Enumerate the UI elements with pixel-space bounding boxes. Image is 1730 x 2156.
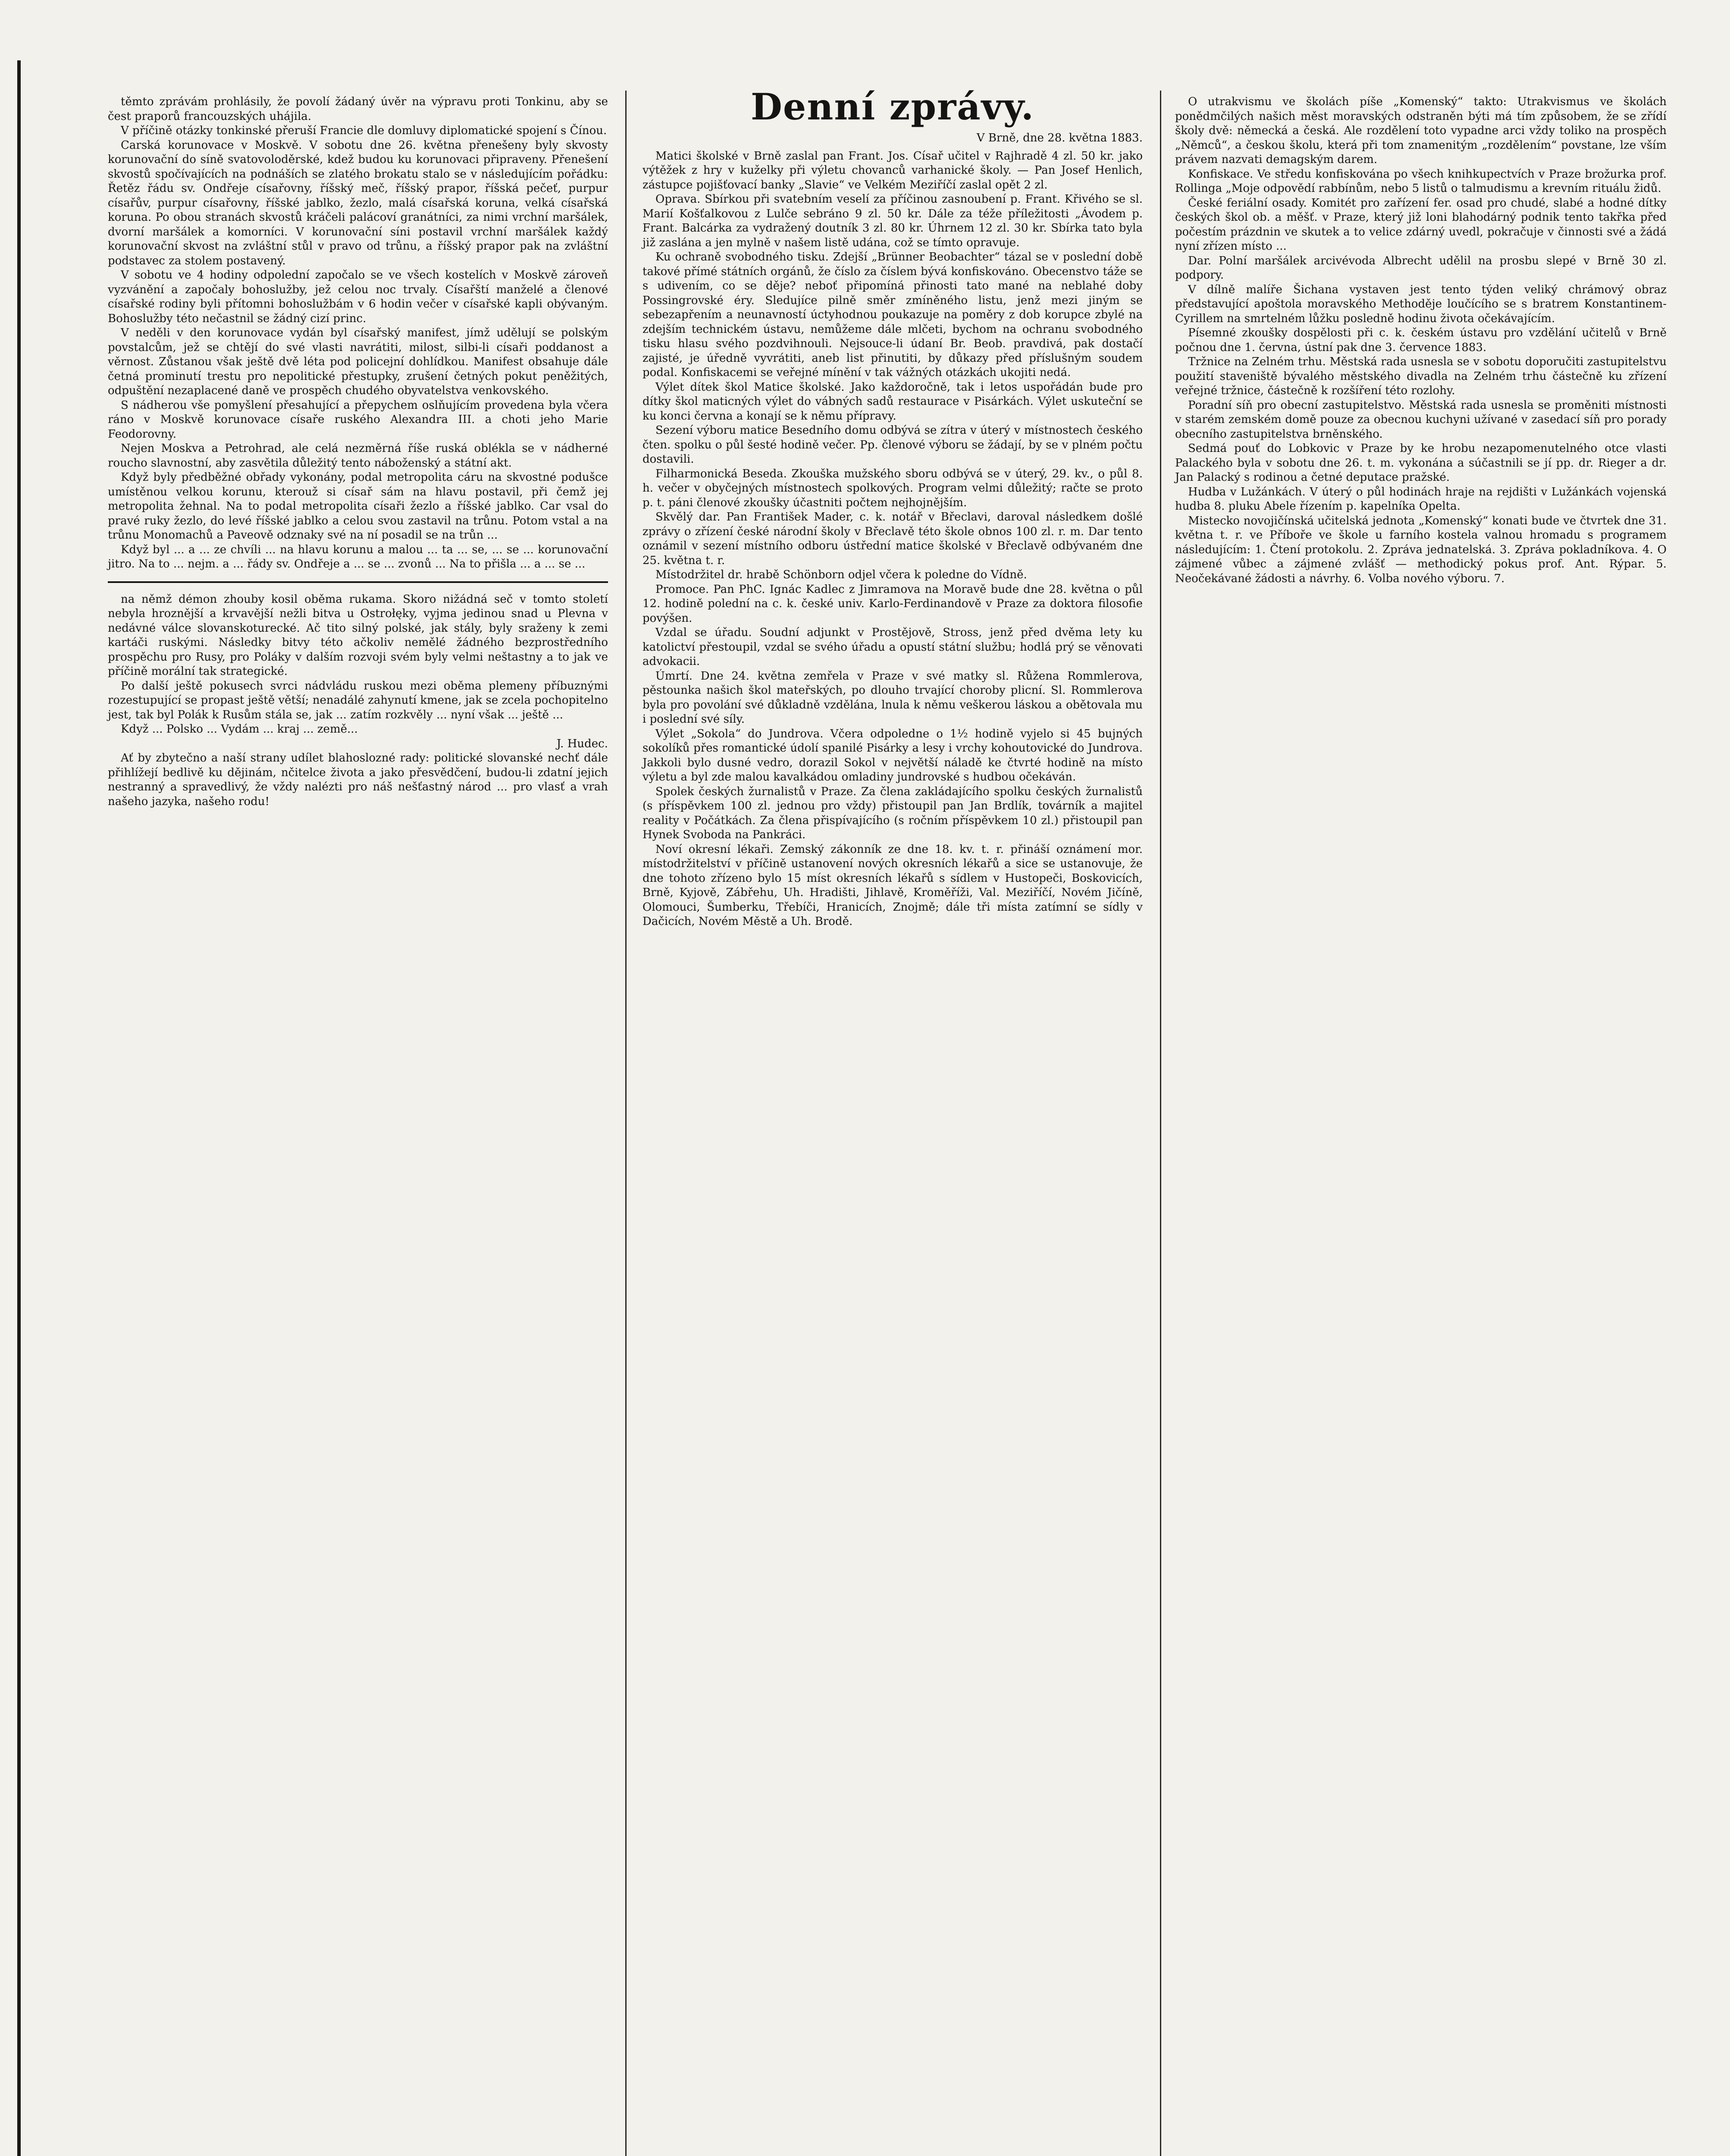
article-paragraph: těmto zprávám prohlásily, že povolí žádaný úvěr na výpravu proti Tonkinu, aby se čest praporů francouzských uhájila. xyxy=(108,95,608,123)
article-paragraph: Výlet dítek škol Matice školské. Jako každoročně, tak i letos uspořádán bude pro dítky škol maticných výlet do vábných sadů restaurace v Pisárkách. Výlet uskuteční se ku konci června a konají se k němu přípravy. xyxy=(642,380,1143,423)
article-paragraph: Ku ochraně svobodného tisku. Zdejší „Brünner Beobachter“ tázal se v poslední době takové přímé státních orgánů, že číslo za číslem bývá konfiskováno. Obecenstvo táže se s udivením, co se děje? neboť připomíná přinosti tato mané na neblahé doby Possingrovské éry. Sledujíce pilně směr zmíněného listu, jenž mezi jiným se sebezapřením a neunavností úctyhodnou poukazuje na poměry z dob korupce zbylé na zdejším technickém ústavu, nemůžeme dále mlčeti, bychom na ochranu svobodného tisku hlasu svého pozdvihnouli. Nejsouce-li údaní Br. Beob. pravdivá, pak dostačí zajisté, je úředně vyvrátiti, aneb list přinutiti, by důkazy před příslušným soudem podal. Konfiskacemi se veřejné mínění v tak vážných otázkách ukojiti nedá. xyxy=(642,251,1143,379)
article-paragraph: Spolek českých žurnalistů v Praze. Za člena zakládajícího spolku českých žurnalistů (s příspěvkem 100 zl. jednou pro vždy) přistoupil pan Jan Brdlík, továrník a majitel reality v Počátkách. Za člena přispívajícího (s ročním příspěvkem 10 zl.) přistoupil pan Hynek Svoboda na Pankráci. xyxy=(642,785,1143,841)
column-left xyxy=(108,95,608,809)
article-paragraph: Mistecko novojičínská učitelská jednota „Komenský“ konati bude ve čtvrtek dne 31. května t. r. ve Příboře ve škole u farního kostela valnou hromadu s programem následujícím: 1. Čtení protokolu. 2. Zpráva jednatelská. 3. Zpráva pokladníkova. 4. O zájmené vůbec a zájmené zvlášť — methodický pokus prof. Ant. Rýpar. 5. Neočekávané žádosti a návrhy. 6. Volba nového výboru. 7. xyxy=(1175,514,1667,585)
article-paragraph: O utrakvismu ve školách píše „Komenský“ takto: Utrakvismus ve školách ponědmčilých našich měst moravských odstraněn býti má tím způsobem, že se zřídí školy dvě: německá a česká. Ale rozdělení toto vypadne arci vždy toliko na prospěch „Němců“, a českou školu, která při tom znamenitým „rozdělením“ povstane, lze vším právem nazvati demagským darem. xyxy=(1175,95,1667,166)
article-paragraph: V neděli v den korunovace vydán byl císařský manifest, jímž udělují se polským povstalcům, jež se chtějí do své vlasti navrátiti, milost, silbi-li císaři poddanost a věrnost. Zůstanou však ještě dvě léta pod policejní dohlídkou. Manifest obsahuje dále četná prominutí trestu pro nepolitické přestupky, zrušení četných pokut peněžitých, odpuštění nezaplacené daně ve prospěch chudého obyvatelstva venkovského. xyxy=(108,326,608,397)
article-paragraph: S nádherou vše pomyšlení přesahující a přepychem oslňujícím provedena byla včera ráno v Moskvě korunovace císaře ruského Alexandra III. a choti jeho Marie Feodorovny. xyxy=(108,398,608,441)
article-paragraph: na němž démon zhouby kosil oběma rukama. Skoro nižádná seč v tomto století nebyla hroznější a krvavější nežli bitva u Ostrołęky, vyjma jedinou snad u Plevna v nedávné válce slovanskoturecké. Ač tito silný polské, jak stály, byly sraženy k zemi kartáči ruskými. Následky bitvy této ačkoliv nemělé žádného bezprostředního prospěchu pro Rusy, pro Poláky v dalším rozvoji svém byly velmi neštastny a to jak ve příčině morální tak strategické. xyxy=(108,592,608,678)
article-paragraph: Poradní síň pro obecní zastupitelstvo. Městská rada usnesla se proměniti místnosti v starém zemském domě pouze za obecnou kuchyni užívané v zasedací síň pro porady obecního zastupitelstva brněnského. xyxy=(1175,398,1667,441)
article-paragraph: České feriální osady. Komitét pro zařízení fer. osad pro chudé, slabé a hodné dítky českých škol ob. a měšť. v Praze, který již loni blahodárný podnik tento takřka před počestím prázdnin ve skutek a to velice zdárný uvedl, pokračuje v činnosti své a žádá nyní zřízen místo ... xyxy=(1175,196,1667,253)
article-paragraph: Sedmá pouť do Lobkovic v Praze by ke hrobu nezapomenutelného otce vlasti Palackého byla v sobotu dne 26. t. m. vykonána a súčastnili se jí pp. dr. Rieger a dr. Jan Palacký s rodinou a četné deputace pražské. xyxy=(1175,442,1667,484)
column-left-feuilleton xyxy=(108,592,608,737)
article-paragraph: Po další ještě pokusech svrci nádvládu ruskou mezi oběma plemeny příbuznými rozestupující se propast ještě větší; nenadálé zahynutí kmene, jak se zcela pochopitelno jest, tak byl Polák k Rusům stála se, jak ... zatím rozkvěly ... nyní však ... ještě ... xyxy=(108,679,608,721)
article-paragraph: Tržnice na Zelném trhu. Městská rada usnesla se v sobotu doporučiti zastupitelstvu použití staveniště bývalého městského divadla na Zelném trhu částečně ku zřízení veřejné tržnice, částečně k rozšíření této rozlohy. xyxy=(1175,355,1667,397)
article-paragraph: Dar. Polní maršálek arcivévoda Albrecht udělil na prosbu slepé v Brně 30 zl. podpory. xyxy=(1175,254,1667,282)
column-left-top xyxy=(108,95,608,572)
news-items-continued xyxy=(1175,95,1667,586)
author-signature: J. Hudec. xyxy=(556,737,608,750)
article-paragraph: Písemné zkoušky dospělosti při c. k. českém ústavu pro vzdělání učitelů v Brně počnou dne 1. června, ústní pak dne 3. července 1883. xyxy=(1175,326,1667,354)
article-paragraph: V příčině otázky tonkinské přeruší Francie dle domluvy diplomatické spojení s Čínou. xyxy=(121,124,607,137)
article-paragraph: Skvělý dar. Pan František Mader, c. k. notář v Břeclavi, daroval následkem došlé zprávy o zřízení české národní školy v Břeclavě této škole obnos 100 zl. r. m. Dar tento oznámil v sezení místního odboru ústřední matice školské v Břeclavě odbývaném dne 25. května t. r. xyxy=(642,511,1143,567)
article-paragraph: V sobotu ve 4 hodiny odpolední započalo se ve všech kostelích v Moskvě zároveň vyzvánění a započaly bohoslužby, jež celou noc trvaly. Císařští manželé a členové císařské rodiny byli přítomni bohoslužbám v 6 hodin večer v císařské kapli obývaným. Bohoslužby této nečastnil se žádný cizí princ. xyxy=(108,269,608,325)
article-paragraph: Nejen Moskva a Petrohrad, ale celá nezměrná říše ruská oblékla se v nádherné roucho slavnostní, aby zasvětila důležitý tento náboženský a státní akt. xyxy=(108,442,608,470)
column-middle xyxy=(642,86,1143,929)
column-rule xyxy=(1160,91,1161,2156)
article-paragraph: Noví okresní lékaři. Zemský zákonník ze dne 18. kv. t. r. přináší oznámení mor. místodržitelství v příčině ustanovení nových okresních lékařů a sice se ustanovuje, že dne tohoto zřízeno bylo 15 míst okresních lékařů s sídlem v Hustopeči, Boskovicích, Brně, Kyjově, Zábřehu, Uh. Hradišti, Jihlavě, Kroměříži, Val. Meziříčí, Novém Jičíně, Olomouci, Šumberku, Třebíči, Hranicích, Znojmě; dále tři místa zatímní se sídly v Dačicích, Novém Městě a Uh. Brodě. xyxy=(642,843,1143,928)
section-title: Denní zprávy. xyxy=(751,85,1034,128)
dateline: V Brně, dne 28. května 1883. xyxy=(976,132,1143,144)
closing-paragraph: Ať by zbytečno a naší strany udílet blahoslozné rady: politické slovanské nechť dále přihlížejí bedlivě ku dějinám, nčitelce života a jako přesvědčení, budou-li zdatní jejich nestranný a spravedlivý, že vždy nalézti pro náš nešťastný národ ... pro vlasť a vrah našeho jazyka, našeho rodu! xyxy=(108,752,608,808)
article-paragraph: Konfiskace. Ve středu konfiskována po všech knihkupectvích v Praze brožurka prof. Rollinga „Moje odpovědí rabbínům, nebo 5 listů o talmudismu a krevním rituálu židů. xyxy=(1175,167,1667,195)
page-edge-shadow xyxy=(17,60,21,2156)
article-paragraph: Výlet „Sokola“ do Jundrova. Včera odpoledne o 1½ hodině vyjelo si 45 bujných sokolíků přes romantické údolí spanilé Pisárky a lesy i vrchy kohoutovické do Jundrova. Jakkoli bylo dusné vedro, dorazil Sokol v největší náladě ke čtvrté hodině na místo výletu a byl zde malou kavalkádou omladiny jundrovské s hudbou očekáván. xyxy=(642,727,1143,783)
article-paragraph: Promoce. Pan PhC. Ignác Kadlec z Jimramova na Moravě bude dne 28. května o půl 12. hodině polední na c. k. české univ. Karlo-Ferdinandově v Praze za doktora filosofie povýšen. xyxy=(642,583,1143,625)
article-paragraph: Místodržitel dr. hrabě Schönborn odjel včera k poledne do Vídně. xyxy=(655,568,1027,581)
article-paragraph: V dílně malíře Šichana vystaven jest tento týden veliký chrámový obraz představující apoštola moravského Methoděje loučícího se s bratrem Konstantinem-Cyrillem na smrtelném lůžku posledně hodinu života očekávajícím. xyxy=(1175,283,1667,325)
article-paragraph: Když byly předběžné obřady vykonány, podal metropolita cáru na skvostné podušce umístěnou velkou korunu, kterouž si císař sám na hlavu postavil, při čemž jej metropolita žehnal. Na to podal metropolita císaři žezlo a říšské jablko. Car vsal do pravé ruky žezlo, do levé říšské jablko a celou svou zastavil na trůnu. Potom vstal a na trůnu Monomachů a Paveově odznaky své na ní posadil se na trůn ... xyxy=(108,471,608,542)
section-divider xyxy=(108,581,608,583)
article-paragraph: Carská korunovace v Moskvě. V sobotu dne 26. května přenešeny byly skvosty korunovační do síně svatovoloděrské, kdež budou ku korunovaci připraveny. Přenešení skvostů spočívajících na podnáších se zlatého brokatu stalo se v následujícím pořádku: Řetěz řádu sv. Ondřeje císařovny, říšský meč, říšský prapor, říšská pečeť, purpur císařův, purpur císařovny, říšské jablko, žezlo, malá císařská koruna, velká císařská koruna. Po obou stranách skvostů kráčeli palácoví granátníci, za nimi vrchní maršálek, dvorní maršálek a komorníci. V korunovační síni postavil vrchní maršálek každý korunovační skvost na zvláštní stůl v pravo od trůnu, a říšský prapor pak na zvláštní podstavec za stolem postavený. xyxy=(108,138,608,267)
article-paragraph: Oprava. Sbírkou při svatebním veselí za příčinou zasnoubení p. Frant. Křivého se sl. Marií Košťalkovou z Lulče sebráno 9 zl. 50 kr. Dále za téže příležitosti „Ávodem p. Frant. Balcárka za vydražený doutník 3 zl. 80 kr. Úhrnem 12 zl. 30 kr. Sbírka tato byla již zaslána a jen mylně v našem listě udána, což se tímto opravuje. xyxy=(642,193,1143,249)
article-paragraph: Když ... Polsko ... Vydám ... kraj ... země... xyxy=(121,723,358,736)
column-right xyxy=(1175,95,1667,586)
column-rule xyxy=(625,91,627,2156)
article-paragraph: Úmrtí. Dne 24. května zemřela v Praze v své matky sl. Růžena Rommlerova, pěstounka našich škol mateřských, po dlouho trvající choroby plicní. Sl. Rommlerova byla pro povolání své důkladně vzdělána, lnula k němu veškerou láskou a obětovala mu i poslední své síly. xyxy=(642,669,1143,726)
article-paragraph: Vzdal se úřadu. Soudní adjunkt v Prostějově, Stross, jenž před dvěma lety ku katolictví přestoupil, vzdal se svého úřadu a opustí státní službu; hodlá prý se věnovati advokacii. xyxy=(642,626,1143,668)
news-items xyxy=(642,149,1143,929)
article-paragraph: Hudba v Lužánkách. V úterý o půl hodinách hraje na rejdišti v Lužánkách vojenská hudba 8. pluku Abele řízením p. kapelníka Opelta. xyxy=(1175,485,1667,513)
article-paragraph: Sezení výboru matice Besedního domu odbývá se zítra v úterý v místnostech českého čten. spolku o půl šesté hodině večer. Pp. členové výboru se žádají, by se v plném počtu dostavili. xyxy=(642,424,1143,466)
article-paragraph: Když byl ... a ... ze chvíli ... na hlavu korunu a malou ... ta ... se, ... se ... korunovační jitro. Na to ... nejm. a ... řády sv. Ondřeje a ... se ... zvonů ... Na to přišla ... a ... se ... xyxy=(108,543,608,570)
article-paragraph: Matici školské v Brně zaslal pan Frant. Jos. Císař učitel v Rajhradě 4 zl. 50 kr. jako výtěžek z hry v kuželky při výletu chovanců varhanické školy. — Pan Josef Henlich, zástupce pojišťovací banky „Slavie“ ve Velkém Meziříčí zaslal opět 2 zl. xyxy=(642,149,1143,191)
article-paragraph: Filharmonická Beseda. Zkouška mužského sboru odbývá se v úterý, 29. kv., o půl 8. h. večer v obyčejných místnostech spolkových. Program velmi důležitý; račte se proto p. t. páni členové zkoušky účastniti počtem nejhojnějším. xyxy=(642,467,1143,509)
